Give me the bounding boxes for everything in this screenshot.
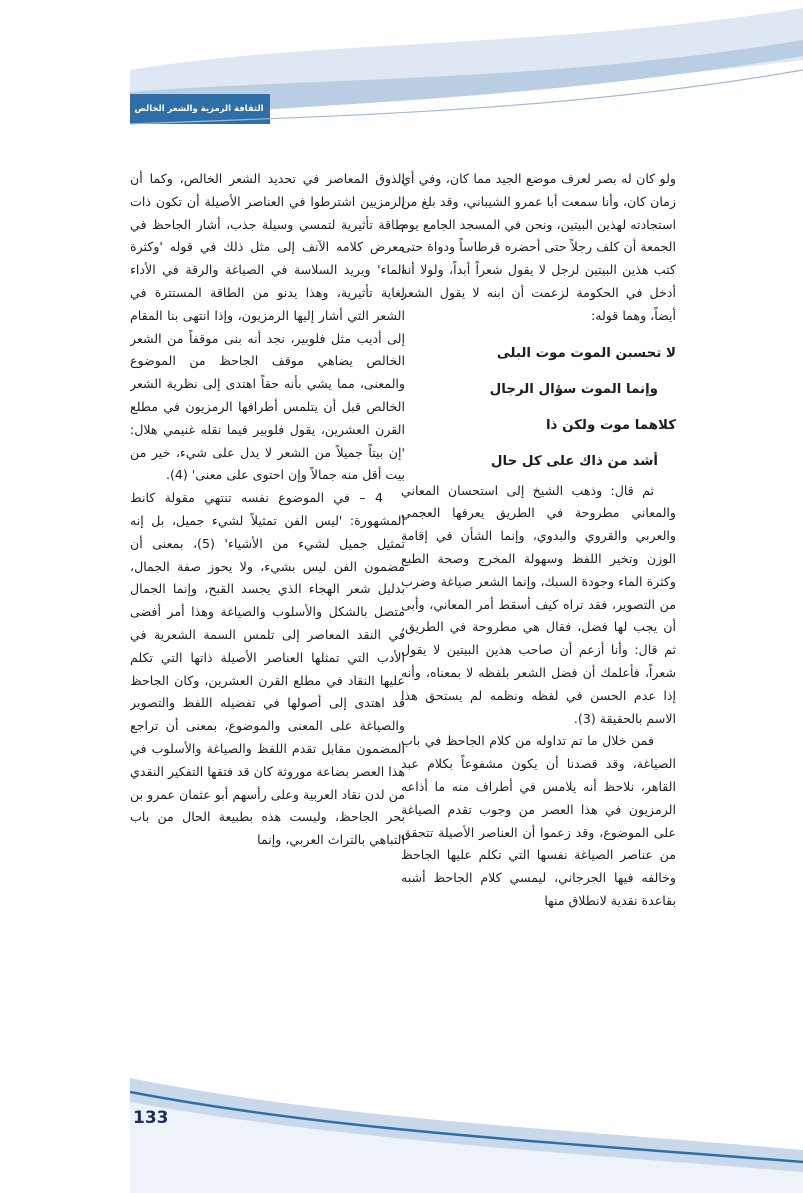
right-paragraph-3: فمن خلال ما تم تداوله من كلام الجاحظ في باب الصياغة، وقد قصدنا أن يكون مشفوعاً بكلام عبد القاهر، نلاحظ أنه يلامس في أطراف منه ما أذاعه الرمزيون في هذا العصر من وجوب تقدم الصياغة على الموضوع، وقد زعموا أن العناصر الأصيلة تتحقق من عناصر الصياغة نفسها التي تكلم عليها الجاحظ وخالفه فيها الجرجاني، ليمسي كلام الجاحظ أشبه بقاعدة نقدية لانطلاق منها xyxy=(401,733,676,908)
verse-line-1: لا تحسبن الموت موت البلى xyxy=(496,345,676,361)
verse-line-3: كلاهما موت ولكن ذا xyxy=(545,417,676,433)
header-label: الثقافة الرمزية والشعر الخالص xyxy=(134,104,264,114)
verse-line-4: أشد من ذاك على كل حال xyxy=(490,453,658,469)
left-column xyxy=(130,168,405,1068)
footer-band xyxy=(130,1058,803,1193)
right-paragraph-1: ولو كان له بصر لعرف موضع الجيد مما كان، وفي أي زمان كان، وأنا سمعت أبا عمرو الشيباني، وقد بلغ من استجادته لهذين البيتين، ونحن في المسجد الجامع يوم الجمعة أن كلف رجلاً حتى أحضره قرطاساً ودواة حتى كتب هذين البيتين لرجل لا يقول شعراً أبداً، ولولا أنه أدخل في الحكومة لزعمت أن ابنه لا يقول الشعر أيضاً، وهما قوله: xyxy=(401,171,676,323)
right-paragraph-2: ثم قال: وذهب الشيخ إلى استحسان المعاني والمعاني مطروحة في الطريق يعرفها العجمي والعربي والقروي والبدوي، وإنما الشأن في إقامة الوزن وتخير اللفظ وسهولة المخرج وصحة الطبع وكثرة الماء وجودة السبك، وإنما الشعر صياغة وضرب من التصوير، فقد تراه كيف أسقط أمر المعاني، وأبى أن يجب لها فضل، فقال هي مطروحة في الطريق، ثم قال: وأنا أزعم أن صاحب هذين البيتين لا يقول شعراً، فأعلمك أن فضل الشعر بلفظه لا بمعناه، وأنه إذا عدم الحسن في لفظه ونظمه لم يستحق هذا الاسم بالحقيقة (3). xyxy=(401,482,676,726)
right-column xyxy=(401,168,676,1068)
verse-line-2: وإنما الموت سؤال الرجال xyxy=(489,381,658,397)
left-paragraph-1: الذوق المعاصر في تحديد الشعر الخالص، وكما أن الرمزيين اشترطوا في العناصر الأصيلة أن تكون ذات طاقة تأثيرية لتمسي وسيلة جذب، أشار الجاحظ في معرض كلامه الآنف إلى مثل ذلك في قوله 'وكثرة الماء' ويريد السلاسة في الصياغة والرقة في الأداء لغاية تأثيرية، وهذا يدنو من الطاقة المستترة في الشعر التي أشار إليها الرمزيون، وإذا انتهى بنا المقام إلى أديب مثل فلوبير، نجد أنه بنى موقفاً من الشعر الخالص يضاهي موقف الجاحظ من الموضوع والمعنى، مما يشي بأنه حقاً اهتدى إلى نظرية الشعر الخالص قبل أن يتلمس أطرافها الرمزيون في مطلع القرن العشرين، يقول فلوبير فيما نقله غنيمي هلال: 'إن بيتاً جميلاً من الشعر لا يدل على شيء، خير من بيت أقل منه جمالاً وإن احتوى على معنى' (4). xyxy=(130,171,405,483)
header-band xyxy=(130,0,803,160)
page-number: 133 xyxy=(133,1108,169,1128)
verse-gap xyxy=(401,328,676,336)
left-paragraph-2: 4 – في الموضوع نفسه تنتهي مقولة كانط المشهورة: 'ليس الفن تمثيلاً لشيء جميل، بل إنه تمثيل جميل لشيء من الأشياء' (5)، بمعنى أن مضمون الفن ليس بشيء، ولا يحوز صفة الجمال، بدليل شعر الهجاء الذي يجسد القبح، وإنما الجمال متصل بالشكل والأسلوب والصياغة وهذا أمر أفضى في النقد المعاصر إلى تلمس السمة الشعرية في الأدب التي تمثلها العناصر الأصيلة ذاتها التي تكلم عليها النقاد في مطلع القرن العشرين، وكان الجاحظ قد اهتدى إلى أصولها في تفضيله اللفظ والتصوير والصياغة على المعنى والموضوع، بمعنى أن تراجع المضمون مقابل تقدم اللفظ والصياغة والأسلوب في هذا العصر بضاعة موروثة كان قد فتقها التفكير النقدي من لدن نقاد العربية وعلى رأسهم أبو عثمان عمرو بن بحر الجاحظ، وليست هذه بطبيعة الحال من باب التباهي بالتراث العربي، وإنما xyxy=(130,490,405,848)
